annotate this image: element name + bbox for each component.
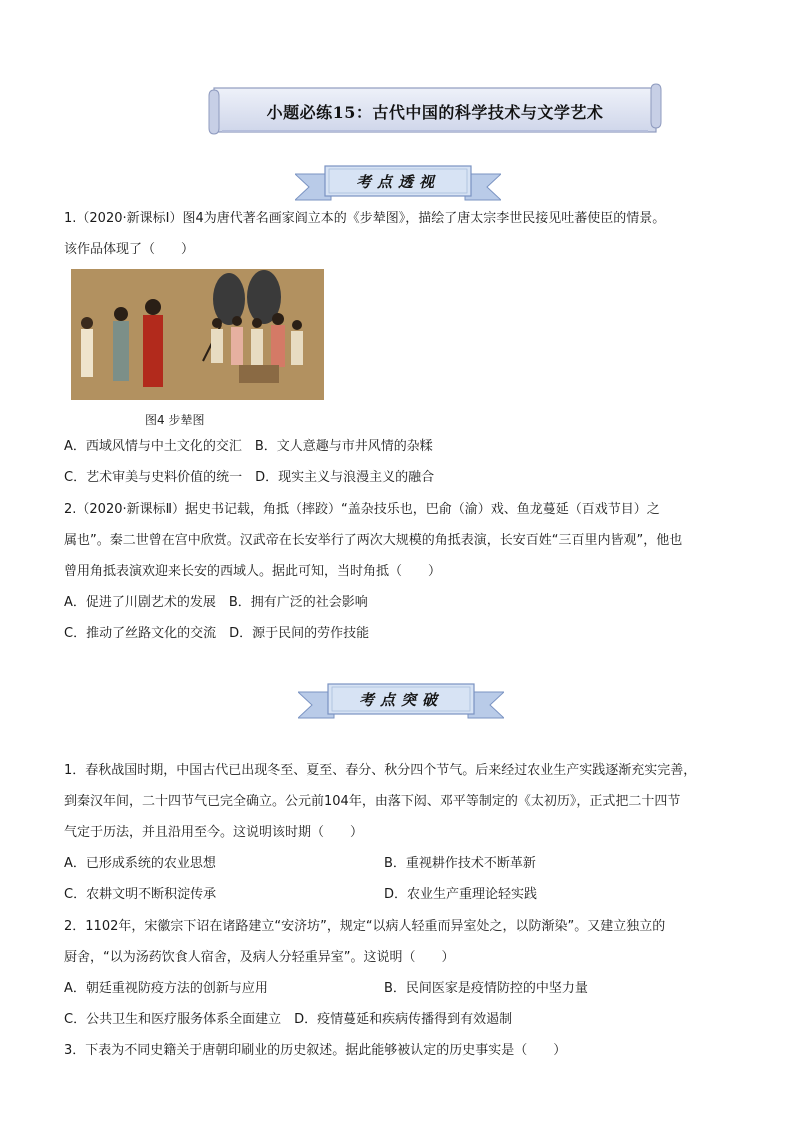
q2-stem-line2: 属也”。秦二世曾在宫中欣赏。汉武帝在长安举行了两次大规模的角抵表演，长安百姓“三百里内皆观”，他也 [64,533,683,548]
p2-option-a: A．朝廷重视防疫方法的创新与应用 [64,981,268,996]
p2-options-cd: C．公共卫生和医疗服务体系全面建立 D．疫情蔓延和疾病传播得到有效遏制 [64,1012,513,1027]
painting-illustration [71,269,324,400]
p2-option-row1 [64,980,734,998]
p2-stem-line1: 2．1102年，宋徽宗下诏在诸路建立“安济坊”，规定“以病人轻重而异室处之，以防渐染”。又建立独立的 [64,919,666,934]
q2-options-ab: A．促进了川剧艺术的发展 B．拥有广泛的社会影响 [64,595,368,610]
q2-stem-line3: 曾用角抵表演欢迎来长安的西域人。据此可知，当时角抵（ ） [64,564,442,579]
q1-options-cd: C．艺术审美与史料价值的统一 D．现实主义与浪漫主义的融合 [64,470,435,485]
q1-stem-line1: 1.（2020·新课标Ⅰ）图4为唐代著名画家阎立本的《步辇图》，描绘了唐太宗李世民接见吐蕃使臣的情景。 [64,211,666,226]
p1-option-row2 [64,886,734,904]
p3-stem-line1: 3．下表为不同史籍关于唐朝印刷业的历史叙述。据此能够被认定的历史事实是（ ） [64,1043,567,1058]
p1-option-a: A．已形成系统的农业思想 [64,856,216,871]
q2-options-cd: C．推动了丝路文化的交流 D．源于民间的劳作技能 [64,626,370,641]
figure-caption: 图4 步辇图 [145,413,205,427]
title-banner [208,82,662,136]
painting-image [71,269,324,400]
section-ribbon-breakthrough [298,678,504,722]
p2-option-b: B．民间医家是疫情防控的中坚力量 [384,981,588,996]
p1-option-d: D．农业生产重理论轻实践 [384,887,538,902]
q1-stem-line2: 该作品体现了（ ） [64,242,195,257]
p1-stem-line2: 到秦汉年间，二十四节气已完全确立。公元前104年，由落下闳、邓平等制定的《太初历》，正式把二十四节 [64,794,681,809]
section-ribbon-overview [295,160,501,204]
p1-option-c: C．农耕文明不断积淀传承 [64,887,217,902]
p2-stem-line2: 厨舍，“以为汤药饮食人宿舍，及病人分轻重异室”。这说明（ ） [64,950,455,965]
section-label-overview: 考点透视 [355,173,440,191]
p1-option-b: B．重视耕作技术不断革新 [384,856,536,871]
page-title: 小题必练15：古代中国的科学技术与文学艺术 [266,103,604,122]
p1-stem-line1: 1．春秋战国时期，中国古代已出现冬至、夏至、春分、秋分四个节气。后来经过农业生产实践逐渐充实完善， [64,763,697,778]
q2-stem-line1: 2.（2020·新课标Ⅱ）据史书记载，角抵（摔跤）“盖杂技乐也，巴俞（渝）戏、鱼龙蔓延（百戏节目）之 [64,502,660,517]
q1-options-ab: A．西域风情与中土文化的交汇 B．文人意趣与市井风情的杂糅 [64,439,433,454]
p1-stem-line3: 气定于历法，并且沿用至今。这说明该时期（ ） [64,825,364,840]
section-label-breakthrough: 考点突破 [358,691,443,709]
p1-option-row1 [64,855,734,873]
